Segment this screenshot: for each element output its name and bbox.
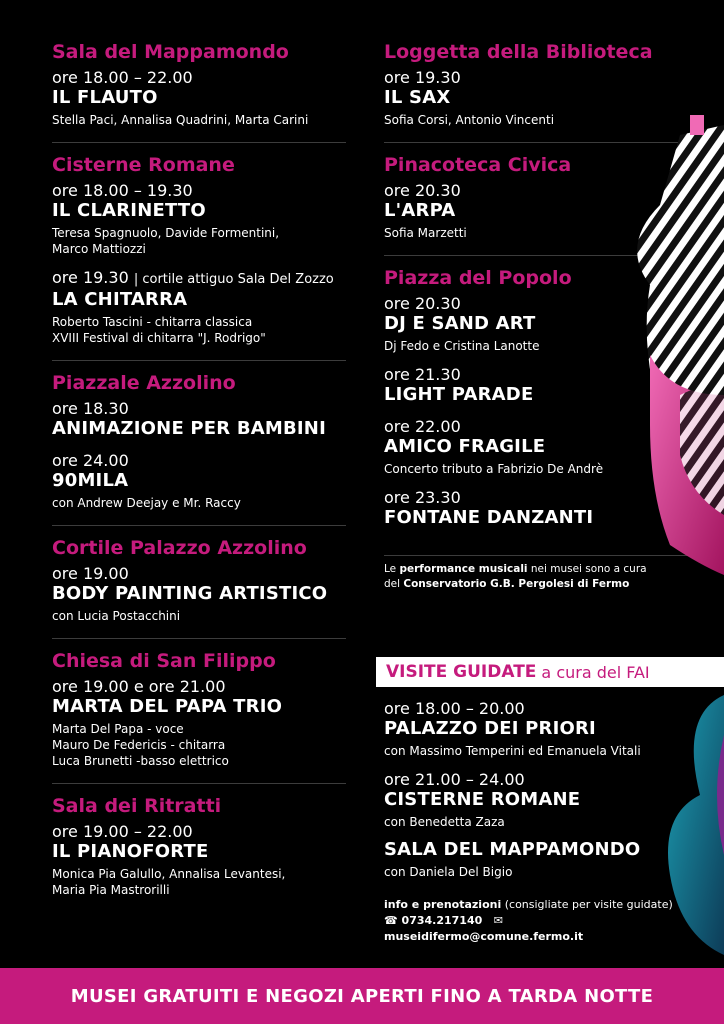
event-time-text: ore 24.00 xyxy=(52,451,129,470)
event-time-text: ore 19.00 xyxy=(52,564,129,583)
event-performers xyxy=(384,814,684,830)
event-time-text: ore 23.30 xyxy=(384,488,461,507)
event-title: DJ E SAND ART xyxy=(384,313,536,334)
venue-name: Cortile Palazzo Azzolino xyxy=(52,537,307,559)
performer-line: Monica Pia Galullo, Annalisa Levantesi, xyxy=(52,867,286,881)
event-title: CISTERNE ROMANE xyxy=(384,789,581,810)
event-time-text: ore 18.30 xyxy=(52,399,129,418)
visite-label: VISITE GUIDATE xyxy=(386,662,537,682)
venue-name: Loggetta della Biblioteca xyxy=(384,41,653,63)
event-time xyxy=(52,268,346,289)
left-column xyxy=(52,40,346,922)
event-time xyxy=(52,68,346,87)
event-time-text: ore 21.30 xyxy=(384,365,461,384)
info-block xyxy=(384,897,694,945)
performer-line: con Andrew Deejay e Mr. Raccy xyxy=(52,496,241,510)
event-time-text: ore 21.00 – 24.00 xyxy=(384,770,525,789)
performer-line: Dj Fedo e Cristina Lanotte xyxy=(384,339,540,353)
event-title: AMICO FRAGILE xyxy=(384,436,546,457)
event-title: PALAZZO DEI PRIORI xyxy=(384,718,596,739)
performer-line: Marco Mattiozzi xyxy=(52,242,146,256)
performer-line: XVIII Festival di chitarra "J. Rodrigo" xyxy=(52,331,266,345)
info-label: info e prenotazioni xyxy=(384,898,502,911)
phone-number[interactable]: 0734.217140 xyxy=(401,914,483,927)
event-title: IL SAX xyxy=(384,87,451,108)
performer-line: Roberto Tascini - chitarra classica xyxy=(52,315,253,329)
venue-section xyxy=(52,649,346,784)
event-time-text: ore 18.00 – 19.30 xyxy=(52,181,193,200)
event-title: L'ARPA xyxy=(384,200,456,221)
event-time xyxy=(52,399,346,418)
performer-line: Mauro De Federicis - chitarra xyxy=(52,738,226,752)
event-time-text: ore 19.30 xyxy=(384,68,461,87)
event-performers xyxy=(52,314,346,346)
event-location-note: | cortile attiguo Sala Del Zozzo xyxy=(133,272,334,287)
venue-name: Piazza del Popolo xyxy=(384,267,572,289)
event-time-text: ore 19.30 xyxy=(52,268,129,287)
event-title: IL FLAUTO xyxy=(52,87,158,108)
event-title: 90MILA xyxy=(52,470,129,491)
envelope-icon: ✉ xyxy=(493,914,503,927)
performer-line: Teresa Spagnuolo, Davide Formentini, xyxy=(52,226,280,240)
venue-name: Sala dei Ritratti xyxy=(52,795,222,817)
venue-name: Sala del Mappamondo xyxy=(52,41,289,63)
event-title: LIGHT PARADE xyxy=(384,384,534,405)
event-time-text: ore 18.00 – 22.00 xyxy=(52,68,193,87)
event-title: BODY PAINTING ARTISTICO xyxy=(52,583,328,604)
performer-line: con Massimo Temperini ed Emanuela Vitali xyxy=(384,744,641,758)
event-title: ANIMAZIONE PER BAMBINI xyxy=(52,418,326,439)
footer-banner xyxy=(0,968,724,1024)
event-performers xyxy=(52,866,346,898)
event-time-text: ore 18.00 – 20.00 xyxy=(384,699,525,718)
event-performers xyxy=(52,721,346,769)
event-time xyxy=(384,68,694,87)
venue-name: Pinacoteca Civica xyxy=(384,154,572,176)
email-link[interactable]: museidifermo@comune.fermo.it xyxy=(384,930,584,943)
performer-line: Maria Pia Mastrorilli xyxy=(52,883,170,897)
event-performers xyxy=(52,112,346,128)
performer-line: con Benedetta Zaza xyxy=(384,815,505,829)
event-spacer xyxy=(384,830,684,839)
event-title: IL CLARINETTO xyxy=(52,200,206,221)
event-spacer xyxy=(384,759,684,768)
visite-list xyxy=(384,697,684,880)
event-performers xyxy=(52,608,346,624)
event-time xyxy=(384,770,684,789)
event-time-text: ore 19.00 – 22.00 xyxy=(52,822,193,841)
venue-name: Chiesa di San Filippo xyxy=(52,650,276,672)
performance-credit: Le performance musicali nei musei sono a cura del Conservatorio G.B. Pergolesi di Fermo xyxy=(384,555,694,592)
event-performers xyxy=(52,225,346,257)
event-time xyxy=(384,699,684,718)
event-spacer xyxy=(52,440,346,449)
event-title: LA CHITARRA xyxy=(52,289,188,310)
event-time xyxy=(52,822,346,841)
event-title: MARTA DEL PAPA TRIO xyxy=(52,696,283,717)
event-time xyxy=(52,677,346,696)
performer-line: con Daniela Del Bigio xyxy=(384,865,513,879)
event-title: FONTANE DANZANTI xyxy=(384,507,594,528)
event-performers xyxy=(52,495,346,511)
venue-name: Piazzale Azzolino xyxy=(52,372,236,394)
phone-icon: ☎ xyxy=(384,914,398,927)
event-performers xyxy=(384,743,684,759)
performer-line: Sofia Corsi, Antonio Vincenti xyxy=(384,113,555,127)
performer-line: Marta Del Papa - voce xyxy=(52,722,184,736)
performer-line: Concerto tributo a Fabrizio De Andrè xyxy=(384,462,604,476)
info-note: (consigliate per visite guidate) xyxy=(501,898,673,911)
footer-text: MUSEI GRATUITI E NEGOZI APERTI FINO A TARDA NOTTE xyxy=(70,985,654,1007)
event-time-text: ore 20.30 xyxy=(384,181,461,200)
event-time xyxy=(52,181,346,200)
venue-section xyxy=(52,40,346,143)
event-time-text: ore 22.00 xyxy=(384,417,461,436)
event-spacer xyxy=(52,257,346,266)
venue-section xyxy=(52,794,346,912)
venue-section xyxy=(52,536,346,639)
event-title: SALA DEL MAPPAMONDO xyxy=(384,839,641,860)
performer-line: Sofia Marzetti xyxy=(384,226,467,240)
event-title: IL PIANOFORTE xyxy=(52,841,209,862)
visite-organizer: a cura del FAI xyxy=(541,662,650,682)
event-time xyxy=(52,564,346,583)
performer-line: Stella Paci, Annalisa Quadrini, Marta Carini xyxy=(52,113,309,127)
performer-line: Luca Brunetti -basso elettrico xyxy=(52,754,229,768)
venue-section xyxy=(52,371,346,526)
performer-line: con Lucia Postacchini xyxy=(52,609,181,623)
event-performers xyxy=(384,864,684,880)
event-time xyxy=(52,451,346,470)
venue-name: Cisterne Romane xyxy=(52,154,235,176)
venue-section xyxy=(52,153,346,361)
visite-guidate-banner xyxy=(376,657,724,687)
event-time-text: ore 20.30 xyxy=(384,294,461,313)
event-time-text: ore 19.00 e ore 21.00 xyxy=(52,677,226,696)
